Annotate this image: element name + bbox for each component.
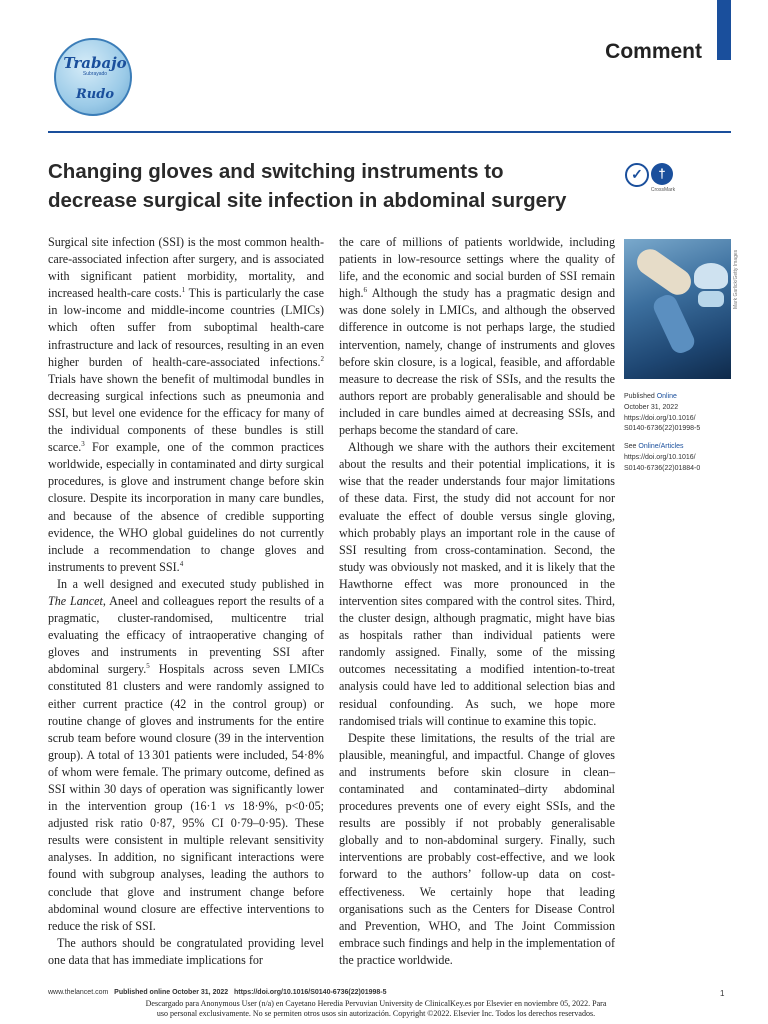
see-also-info [624,442,734,474]
text-run: For example, one of the common practices worldwide, especially in contaminated and dirty surgical procedures, is glove and instrument change before skin closure. Despite its incorporation in many care bundles, and because of the absence of credible supporting evidence, the WHO global guidelines do not currently include a recommendation to change gloves and instruments to prevent SSI. [48,440,324,574]
see-label: See [624,443,639,450]
footer-citation [48,989,387,996]
surgeon-photo [624,239,731,379]
published-info [624,392,734,435]
text-run: The Lancet [48,593,103,608]
photo-glove [632,244,696,300]
footer-site[interactable]: www.thelancet.com [48,989,109,996]
body-column-middle [339,234,615,969]
body-paragraph [339,234,615,439]
accent-bar [717,0,731,60]
photo-arm [650,292,697,357]
text-run: vs [224,799,235,814]
download-line-1: Descargado para Anonymous User (n/a) en Cayetano Heredia Pervuvian University de ClinicalKey.es por Elsevier en noviembre 05, 2022. Para [145,999,607,1008]
citation-ref[interactable]: 4 [179,559,184,568]
citation-ref[interactable]: 2 [320,354,324,363]
published-label: Published [624,393,657,400]
crossmark-icon[interactable] [651,163,673,185]
citation-ref[interactable]: 6 [363,286,368,295]
header-rule [48,131,731,133]
open-access-glyph: ✓ [631,166,643,182]
text-run: Despite these limitations, the results of the trial are plausible, meaningful, and impactful. Change of gloves and instruments before skin closure in clean–contaminated and contaminated–dirty abdominal procedures prevents one of every eight SSIs, and the results are possibly if not probably generalisable globally and to non-abdominal surgery. Finally, such interventions are probably cost-effective, and we look forward to the authors’ follow-up data on cost-effectiveness. We certainly hope that leading organisations such as the Centers for Disease Control and Prevention, WHO, and The Joint Commission embrace such findings and help in the implementation of the practice worldwide. [339,730,615,967]
published-doi-1[interactable]: https://doi.org/10.1016/ [624,414,696,422]
body-paragraph [339,439,615,730]
text-run: Surgical site infection (SSI) is the most common health-care-associated infection after surgery, and is associated with significant patient morbidity, mortality, and increased health-care costs. [48,235,324,301]
download-notice [96,999,656,1019]
footer-doi[interactable]: https://doi.org/10.1016/S0140-6736(22)01998-5 [233,989,387,996]
photo-cap [694,263,728,289]
text-run: The authors should be congratulated providing level one data that has immediate implications for [48,935,324,967]
text-run: , Aneel and colleagues report the results of a pragmatic, cluster-randomised, multicentre trial evaluating the efficacy of intraoperative changing of gloves and instruments in preventing SSI after abdominal surgery. [48,593,324,677]
text-run: Trials have shown the benefit of multimodal bundles in decreasing surgical infections such as pneumonia and SSI, but level one evidence for the efficacy for many of the individual components of these bundles is still scarce. [48,371,324,455]
published-link[interactable]: Online [656,393,677,400]
text-run: the care of millions of patients worldwide, including patients in low-resource settings where the quality of life, and the economic and social burden of SSI remain high. [339,235,615,301]
text-run: 18·9%, p<0·05; adjusted risk ratio 0·87, 95% CI 0·79–0·95). These results were consistent in multiple relevant sensitivity analyses. In addition, no significant interactions were found with subgroup analyses, leading the authors to conclude that glove and instrument change before abdominal wound closure are effective interventions to reduce the risk of SSI. [48,799,324,933]
handwritten-stamp [54,38,132,116]
body-column-left [48,234,324,969]
stamp-word-2: Subrayado [82,71,108,77]
page-number: 1 [720,989,725,998]
open-access-icon[interactable] [625,163,649,187]
body-paragraph [339,730,615,969]
text-run: Hospitals across seven LMICs constituted 81 clusters and were randomly assigned to either current practice (42 in the control group) or routine change of gloves and instruments for the entire scrub team before wound closure (39 in the intervention group). A total of 13 301 patients were included, 54·8% of whom were female. The primary outcome, defined as SSI within 30 days of operation was significantly lower in the intervention group (16·1 [48,662,324,814]
section-label: Comment [605,40,702,63]
text-run: Although the study has a pragmatic design and was done solely in LMICs, and although the observed difference in outcome is not perhaps large, the studied intervention, namely, change of instruments and gloves before skin closure, is a logical, feasible, and affordable measure to decrease the risk of SSIs, and the results the authors report are probably generalisable and should be included in care bundles aimed at decreasing SSIs, and perhaps become the standard of care. [339,286,615,438]
citation-ref[interactable]: 5 [146,662,150,671]
text-run: This is particularly the case in low-income and middle-income countries (LMICs) which often suffer from suboptimal health-care infrastructure and lack of resources, resulting in an even higher burden of health-care-associated infections. [48,286,324,369]
citation-ref[interactable]: 3 [81,440,85,449]
body-paragraph [48,935,324,969]
download-line-2: uso personal exclusivamente. No se permiten otros usos sin autorización. Copyright ©2022. Elsevier Inc. Todos los derechos reservados. [156,1009,596,1018]
citation-ref[interactable]: 1 [181,286,186,295]
body-paragraph [48,234,324,576]
stamp-word-3: Rudo [75,87,115,102]
footer-published: Published online October 31, 2022 [114,989,229,996]
article-title: Changing gloves and switching instruments to decrease surgical site infection in abdominal surgery [48,160,567,212]
see-link[interactable]: Online/Articles [638,443,684,450]
crossmark-label: CrossMark [650,187,676,193]
stamp-word-1: Trabajo [63,54,127,72]
published-doi-2[interactable]: S0140-6736(22)01998-5 [624,425,701,433]
published-date: October 31, 2022 [624,403,679,411]
crossmark-glyph: † [658,166,666,181]
see-doi-1[interactable]: https://doi.org/10.1016/ [624,453,696,461]
text-run: Although we share with the authors their excitement about the results and their potential implications, it is wise that the reader understands four major limitations of these data. First, the study did not account for nor evaluate the effect of double versus single gloving, which probably plays an important role in the cause of SSI resulting from cross-contamination. Second, the study was obviously not masked, and it is likely that the Hawthorne effect was more pronounced in the intervention sites compared with the control sites. Third, the cluster design, although pragmatic, might have bias as hospitals rather than individual patients were randomly assigned. Finally, some of the missing outcomes necessitating a modified intention-to-treat analysis could have led to additional selection bias and residual confounding. As such, we hope more randomised trials will continue to examine this topic. [339,440,615,728]
photo-credit: Mark Garlick/Getty Images [733,249,739,309]
body-paragraph [48,576,324,935]
text-run: In a well designed and executed study published in [57,576,324,591]
photo-mask [698,291,724,307]
see-doi-2[interactable]: S0140-6736(22)01884-0 [624,464,701,472]
